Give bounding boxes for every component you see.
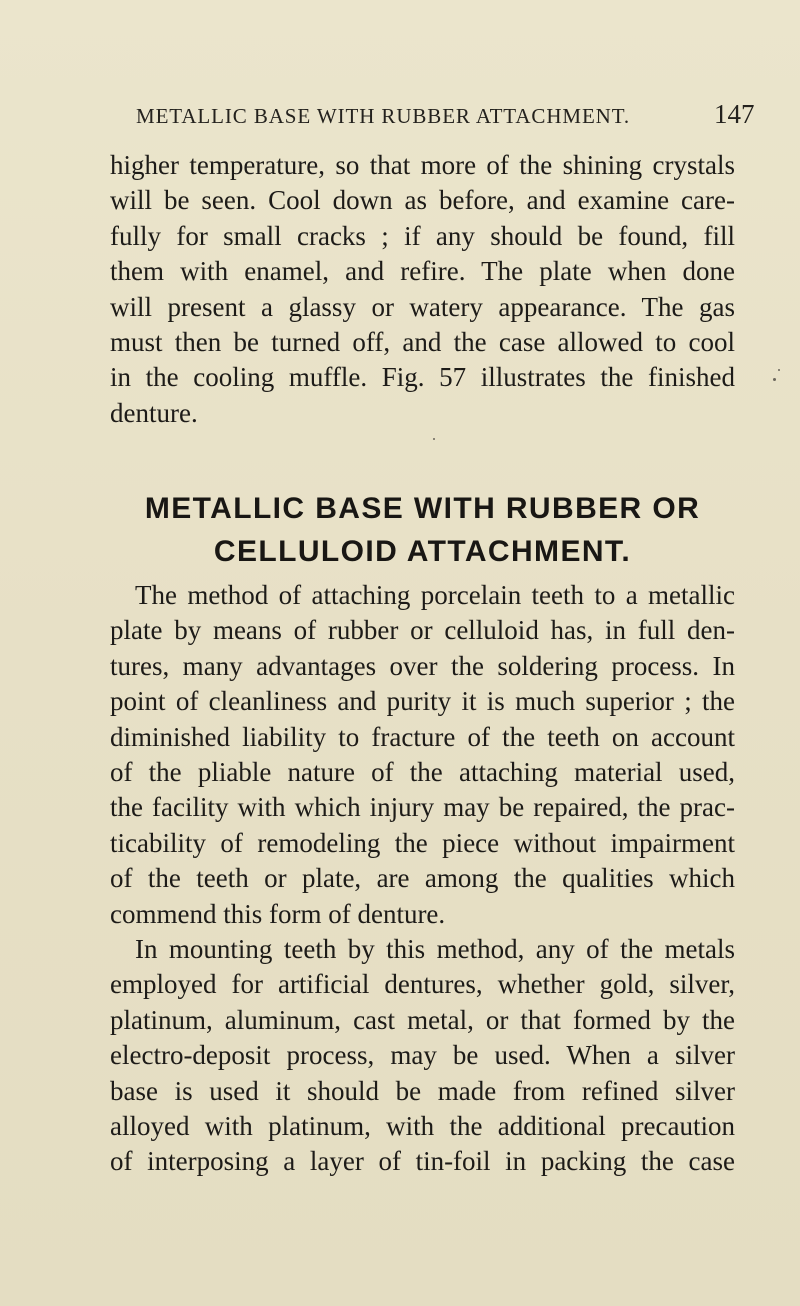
running-head-title: METALLIC BASE WITH RUBBER ATTACHMENT. [136,104,631,128]
section-heading [110,487,735,573]
text-line: them with enamel, and refire. The plate when done [110,256,735,287]
text-line: of interposing a layer of tin-foil in packing the case [110,1146,735,1177]
text-line: in the cooling muffle. Fig. 57 illustrates the finished [110,362,735,393]
paragraph-mounting [110,932,735,1180]
text-line: alloyed with platinum, with the additional precaution [110,1111,735,1142]
paragraph-advantages [110,578,735,932]
heading-line: CELLULOID ATTACHMENT. [213,535,632,568]
text-line: employed for artificial dentures, whether gold, silver, [110,969,735,1000]
heading-line: METALLIC BASE WITH RUBBER OR [144,492,701,525]
page-number: 147 [714,99,755,129]
page-speck [778,369,780,371]
text-line: base is used it should be made from refined silver [110,1075,735,1106]
text-line: point of cleanliness and purity it is much superior ; the [110,686,735,717]
text-line: will present a glassy or watery appearance. The gas [110,291,735,322]
text-line: the facility with which injury may be repaired, the prac- [110,792,735,823]
text-line: will be seen. Cool down as before, and examine care- [110,185,735,216]
page-speck [773,378,776,381]
text-line: must then be turned off, and the case allowed to cool [110,327,735,358]
text-line: plate by means of rubber or celluloid has, in full den- [110,615,735,646]
text-line: of the teeth or plate, are among the qualities which [110,863,735,894]
text-line: platinum, aluminum, cast metal, or that formed by the [110,1004,735,1035]
paragraph-continuation [110,148,735,431]
text-line: ticability of remodeling the piece without impairment [110,827,735,858]
text-line: commend this form of denture. [110,898,446,929]
text-line: In mounting teeth by this method, any of the metals [135,934,735,964]
text-line: tures, many advantages over the soldering process. In [110,650,735,681]
text-line: denture. [110,397,198,428]
text-line: fully for small cracks ; if any should be found, fill [110,220,735,251]
running-head [136,99,755,129]
text-line: The method of attaching porcelain teeth to a metallic [135,580,735,610]
text-line: diminished liability to fracture of the teeth on account [110,721,735,752]
text-line: electro-deposit process, may be used. When a silver [110,1040,735,1071]
page-speck [433,438,435,440]
text-line: of the pliable nature of the attaching material used, [110,757,735,788]
text-line: higher temperature, so that more of the shining crystals [110,150,735,180]
